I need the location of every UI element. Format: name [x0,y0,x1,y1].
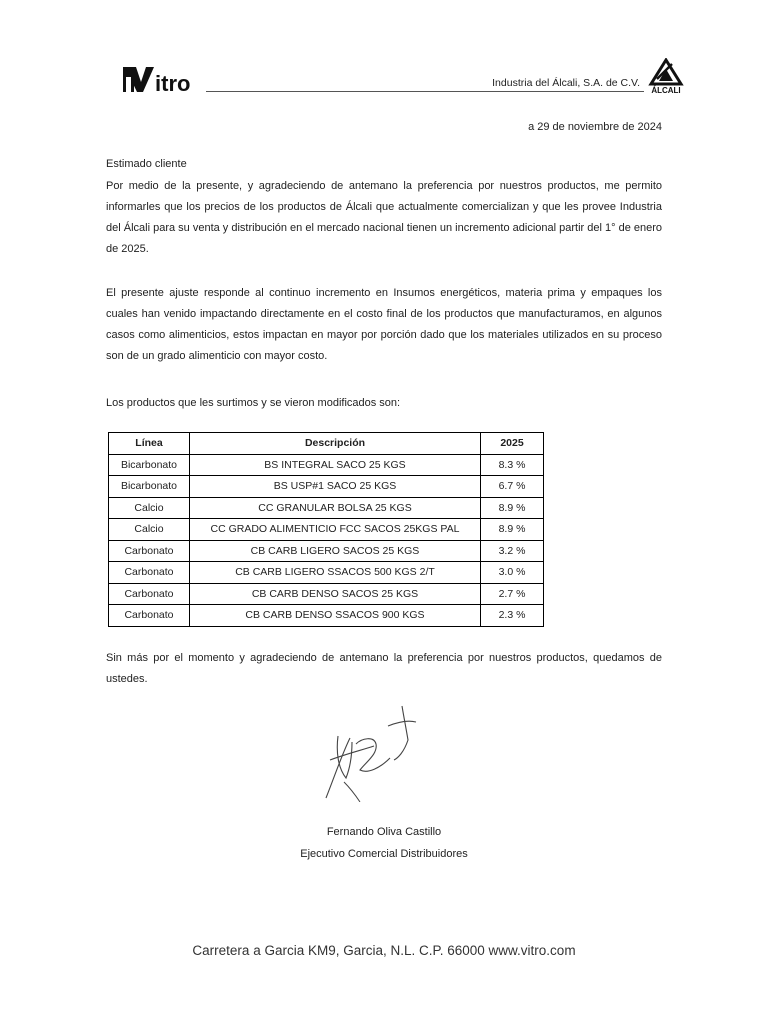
cell-increase: 3.0 % [481,562,544,584]
header-2025: 2025 [481,433,544,455]
cell-descripcion: CB CARB LIGERO SACOS 25 KGS [190,540,481,562]
cell-linea: Carbonato [109,562,190,584]
cell-linea: Carbonato [109,540,190,562]
cell-linea: Bicarbonato [109,476,190,498]
cell-increase: 3.2 % [481,540,544,562]
svg-text:ÁLCALI: ÁLCALI [651,86,681,94]
table-row [109,497,544,519]
paragraph-intro: Por medio de la presente, y agradeciendo de antemano la preferencia por nuestros productos, me permito informarles que los precios de los productos de Álcali que actualmente comercializan y que les provee Industria del Álcali para su venta y distribución en el mercado nacional tienen un incremento adicional partir del 1° de enero de 2025. [106,180,662,255]
cell-increase: 8.3 % [481,454,544,476]
cell-increase: 8.9 % [481,497,544,519]
cell-linea: Calcio [109,519,190,541]
cell-descripcion: CB CARB LIGERO SSACOS 500 KGS 2/T [190,562,481,584]
cell-descripcion: BS INTEGRAL SACO 25 KGS [190,454,481,476]
signer-name: Fernando Oliva Castillo [326,826,442,838]
cell-increase: 6.7 % [481,476,544,498]
cell-increase: 2.3 % [481,605,544,627]
company-name: Industria del Álcali, S.A. de C.V. [492,77,640,89]
header-linea: Línea [109,433,190,455]
paragraph-closing: Sin más por el momento y agradeciendo de antemano la preferencia por nuestros productos, quedamos de ustedes. [106,652,662,685]
cell-linea: Carbonato [109,583,190,605]
table-row [109,540,544,562]
table-row [109,519,544,541]
cell-linea: Calcio [109,497,190,519]
table-row [109,476,544,498]
table-header-row [109,433,544,455]
cell-increase: 2.7 % [481,583,544,605]
cell-increase: 8.9 % [481,519,544,541]
greeting: Estimado cliente [106,158,187,170]
cell-descripcion: CC GRANULAR BOLSA 25 KGS [190,497,481,519]
cell-linea: Carbonato [109,605,190,627]
cell-descripcion: CB CARB DENSO SACOS 25 KGS [190,583,481,605]
header-descripcion: Descripción [190,433,481,455]
svg-text:itro: itro [155,71,191,94]
products-table [108,432,544,627]
signer-role: Ejecutivo Comercial Distribuidores [300,848,468,860]
header-divider [206,91,644,92]
cell-descripcion: CC GRADO ALIMENTICIO FCC SACOS 25KGS PAL [190,519,481,541]
letterhead [0,0,768,110]
letter-date: a 29 de noviembre de 2024 [528,121,662,133]
table-row [109,605,544,627]
table-row [109,583,544,605]
cell-linea: Bicarbonato [109,454,190,476]
table-row [109,454,544,476]
handwritten-signature [316,698,420,802]
table-row [109,562,544,584]
paragraph-reason: El presente ajuste responde al continuo incremento en Insumos energéticos, materia prima y empaques los cuales han venido impactando directamente en el costo final de los productos que manufacturamos, en algunos casos como alimenticios, estos impactan en mayor por porción dado que los materiales utilizados en su proceso son de un grado alimenticio con mayor costo. [106,287,662,362]
cell-descripcion: BS USP#1 SACO 25 KGS [190,476,481,498]
vitro-logo [122,64,196,94]
cell-descripcion: CB CARB DENSO SSACOS 900 KGS [190,605,481,627]
paragraph-products-intro: Los productos que les surtimos y se vieron modificados son: [106,397,401,409]
alcali-logo [648,58,684,94]
footer-address: Carretera a Garcia KM9, Garcia, N.L. C.P. 66000 www.vitro.com [192,943,576,958]
